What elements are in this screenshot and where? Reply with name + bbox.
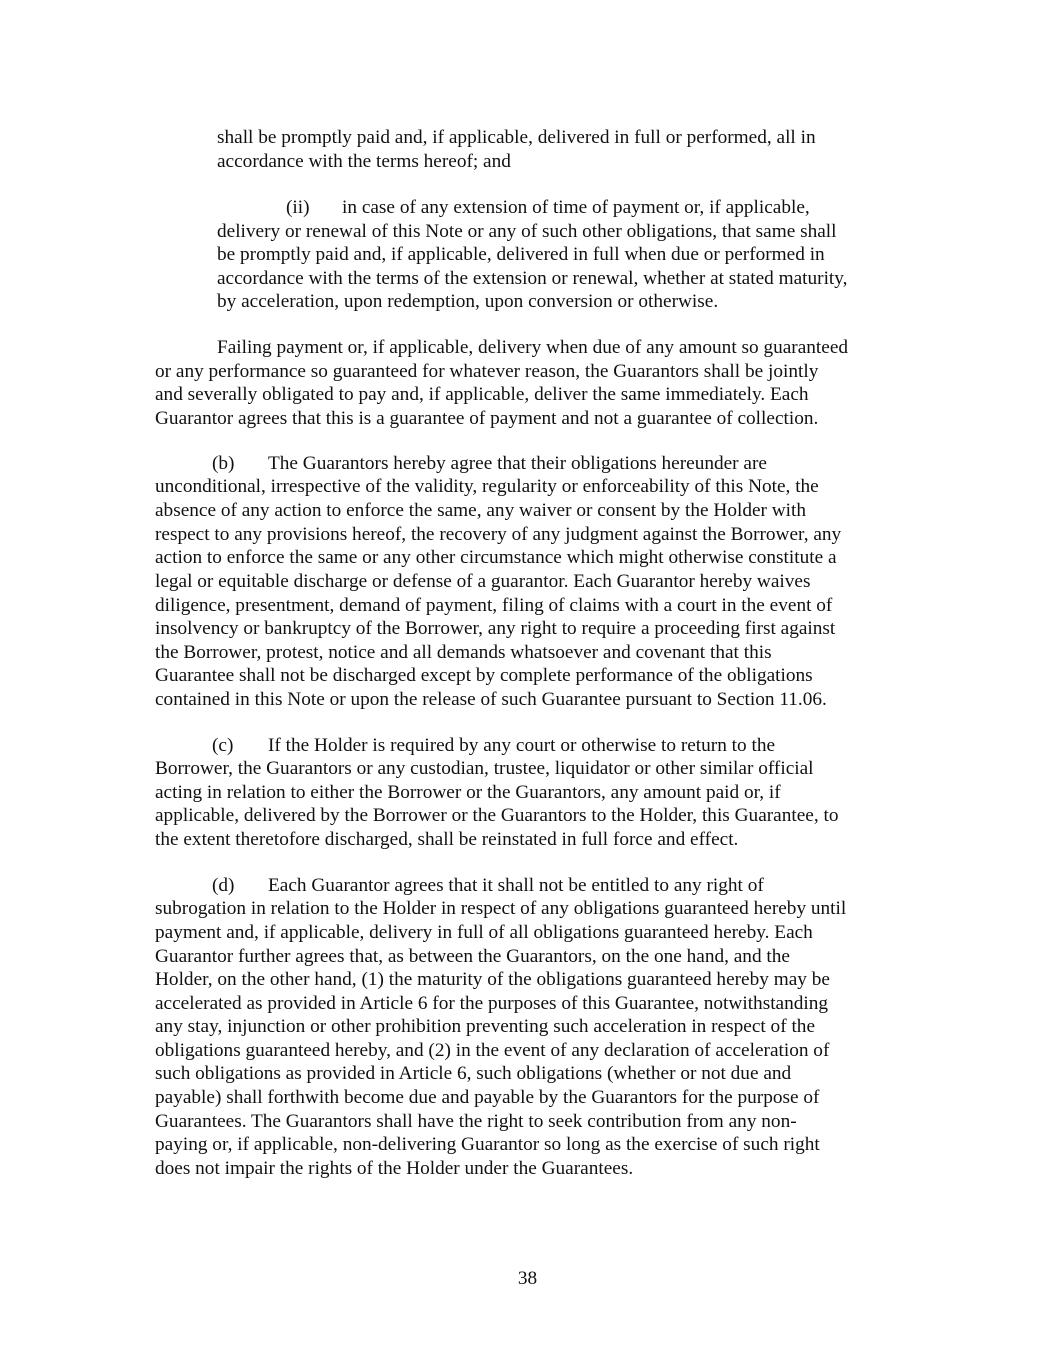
paragraph-label: (b) bbox=[212, 453, 235, 474]
text-line: Borrower, the Guarantors or any custodian, trustee, liquidator or other similar official bbox=[155, 758, 814, 779]
text-line: Holder, on the other hand, (1) the maturity of the obligations guaranteed hereby may be bbox=[155, 969, 830, 990]
text-line: delivery or renewal of this Note or any of such other obligations, that same shall bbox=[217, 221, 837, 242]
text-line: action to enforce the same or any other circumstance which might otherwise constitute a bbox=[155, 547, 837, 568]
text-line: accordance with the terms of the extension or renewal, whether at stated maturity, bbox=[217, 268, 848, 289]
text-line: The Guarantors hereby agree that their obligations hereunder are bbox=[268, 453, 767, 474]
text-line: and severally obligated to pay and, if applicable, deliver the same immediately. Each bbox=[155, 384, 809, 405]
text-line: payment and, if applicable, delivery in full of all obligations guaranteed hereby. Each bbox=[155, 922, 813, 943]
text-line: Each Guarantor agrees that it shall not be entitled to any right of bbox=[268, 875, 764, 896]
text-line: payable) shall forthwith become due and payable by the Guarantors for the purpose of bbox=[155, 1087, 820, 1108]
text-line: accordance with the terms hereof; and bbox=[217, 151, 511, 172]
text-line: in case of any extension of time of payment or, if applicable, bbox=[342, 197, 810, 218]
text-line: Guarantor further agrees that, as between the Guarantors, on the one hand, and the bbox=[155, 946, 790, 967]
text-line: diligence, presentment, demand of payment, filing of claims with a court in the event of bbox=[155, 595, 833, 616]
text-line: subrogation in relation to the Holder in respect of any obligations guaranteed hereby until bbox=[155, 898, 847, 919]
text-line: accelerated as provided in Article 6 for the purposes of this Guarantee, notwithstanding bbox=[155, 993, 829, 1014]
text-line: the Borrower, protest, notice and all demands whatsoever and covenant that this bbox=[155, 642, 772, 663]
text-line: the extent theretofore discharged, shall be reinstated in full force and effect. bbox=[155, 829, 739, 850]
text-line: Guarantor agrees that this is a guarantee of payment and not a guarantee of collection. bbox=[155, 408, 819, 429]
text-line: If the Holder is required by any court or otherwise to return to the bbox=[268, 735, 776, 756]
text-line: paying or, if applicable, non-delivering Guarantor so long as the exercise of such right bbox=[155, 1134, 820, 1155]
text-line: be promptly paid and, if applicable, delivered in full when due or performed in bbox=[217, 244, 825, 265]
text-line: contained in this Note or upon the release of such Guarantee pursuant to Section 11.06. bbox=[155, 689, 827, 710]
text-line: does not impair the rights of the Holder under the Guarantees. bbox=[155, 1158, 634, 1179]
text-line: legal or equitable discharge or defense of a guarantor. Each Guarantor hereby waives bbox=[155, 571, 811, 592]
text-line: applicable, delivered by the Borrower or the Guarantors to the Holder, this Guarantee, to bbox=[155, 805, 839, 826]
text-line: obligations guaranteed hereby, and (2) in the event of any declaration of acceleration of bbox=[155, 1040, 830, 1061]
text-line: by acceleration, upon redemption, upon conversion or otherwise. bbox=[217, 291, 719, 312]
text-line: shall be promptly paid and, if applicable, delivered in full or performed, all in bbox=[217, 127, 816, 148]
page-number: 38 bbox=[517, 1268, 538, 1289]
text-line: such obligations as provided in Article 6, such obligations (whether or not due and bbox=[155, 1063, 792, 1084]
text-line: Guarantees. The Guarantors shall have the right to seek contribution from any non- bbox=[155, 1111, 797, 1132]
text-line: any stay, injunction or other prohibition preventing such acceleration in respect of the bbox=[155, 1016, 815, 1037]
text-line: respect to any provisions hereof, the recovery of any judgment against the Borrower, any bbox=[155, 524, 842, 545]
text-line: or any performance so guaranteed for whatever reason, the Guarantors shall be jointly bbox=[155, 361, 819, 382]
text-line: acting in relation to either the Borrower or the Guarantors, any amount paid or, if bbox=[155, 782, 781, 803]
text-line: absence of any action to enforce the same, any waiver or consent by the Holder with bbox=[155, 500, 807, 521]
paragraph-label: (c) bbox=[212, 735, 234, 756]
paragraph-label: (ii) bbox=[286, 197, 310, 218]
text-line: Failing payment or, if applicable, delivery when due of any amount so guaranteed bbox=[217, 337, 849, 358]
text-line: insolvency or bankruptcy of the Borrower, any right to require a proceeding first against bbox=[155, 618, 836, 639]
text-line: unconditional, irrespective of the validity, regularity or enforceability of this Note, the bbox=[155, 476, 819, 497]
text-line: Guarantee shall not be discharged except by complete performance of the obligations bbox=[155, 665, 813, 686]
paragraph-label: (d) bbox=[212, 875, 235, 896]
